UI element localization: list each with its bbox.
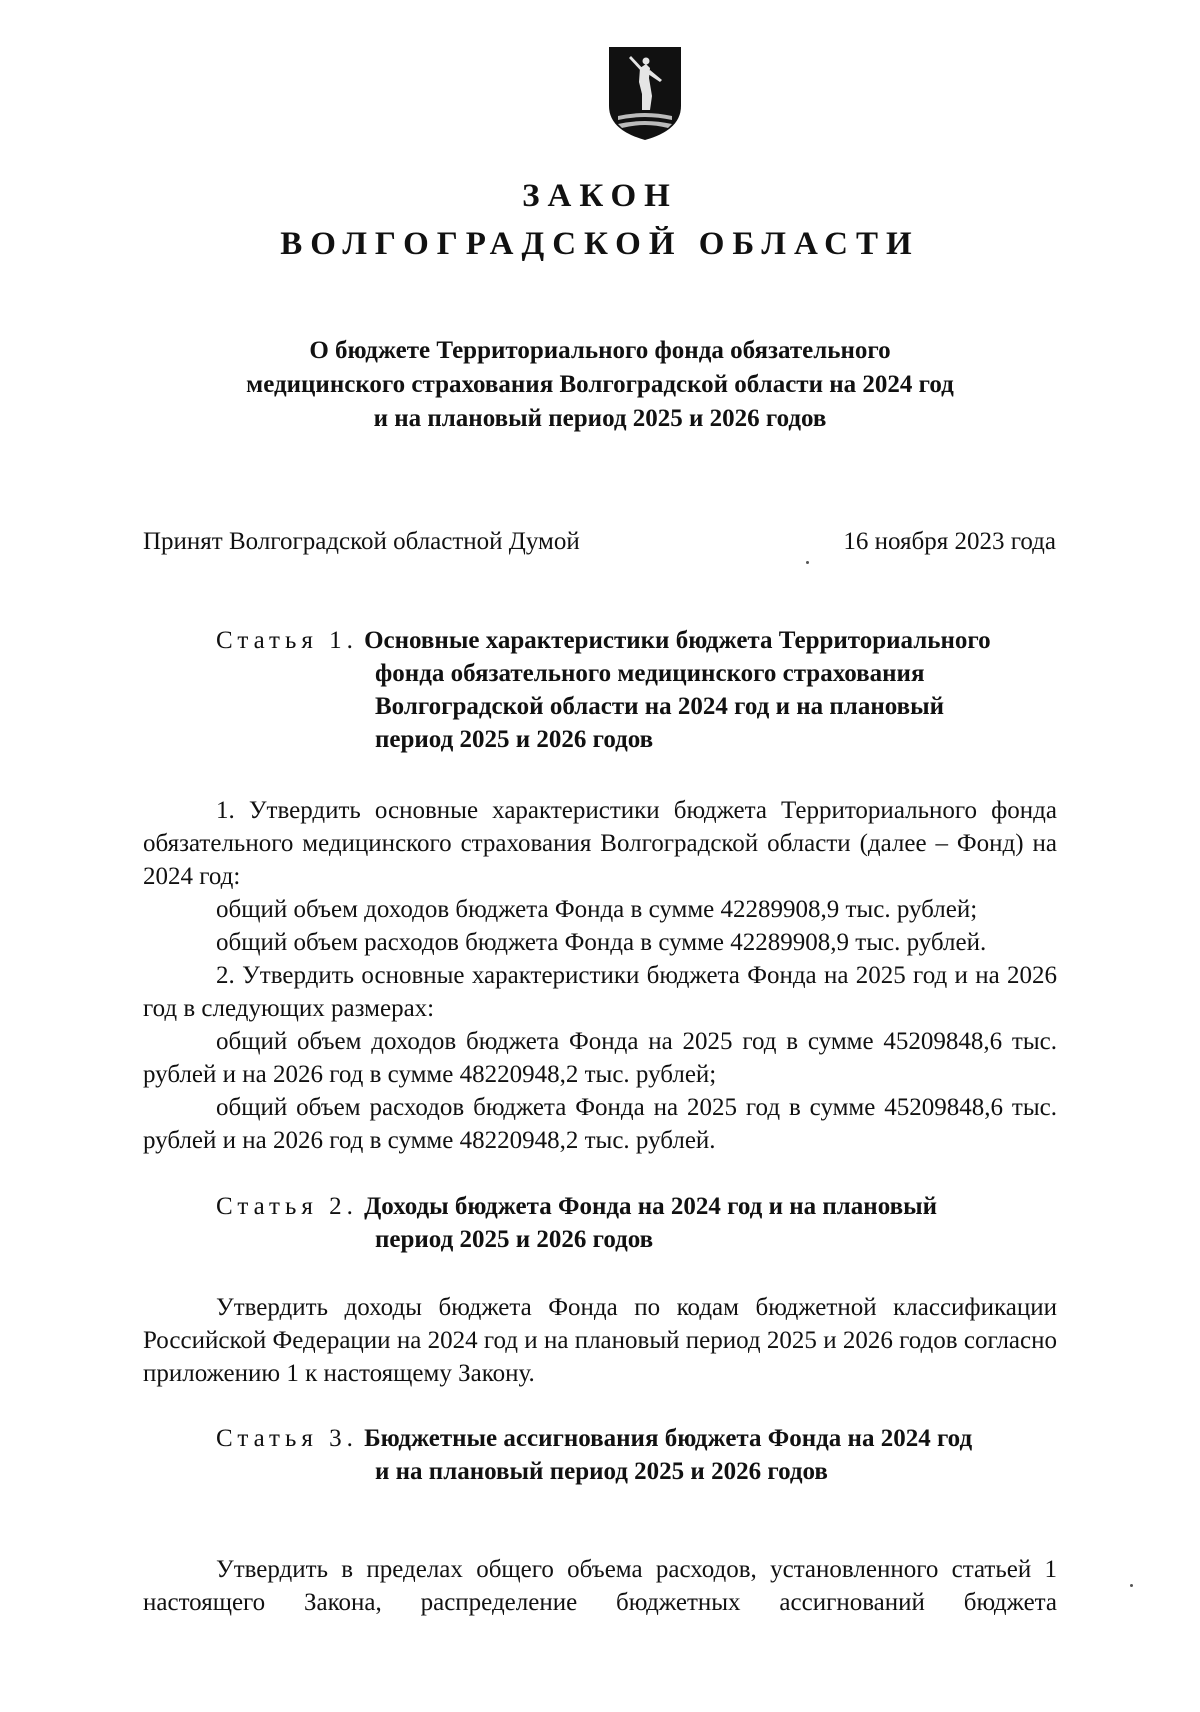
article-title-line: период 2025 и 2026 годов — [375, 726, 654, 753]
paragraph: общий объем доходов бюджета Фонда в сумме 42289908,9 тыс. рублей; — [216, 896, 978, 923]
paragraph: Утвердить доходы бюджета Фонда по кодам бюджетной классификации Российской Федерации на 2024 год и на плановый период 2025 и 2026 годов согласно приложению 1 к настоящему Закону. — [143, 1294, 1057, 1387]
paragraph: 1. Утвердить основные характеристики бюджета Территориального фонда обязательного медицинского страхования Волгоградской области (далее – Фонд) на 2024 год: — [143, 797, 1057, 890]
paragraph: 2. Утвердить основные характеристики бюджета Фонда на 2025 год и на 2026 год в следующих размерах: — [143, 962, 1057, 1022]
article-title-line: Доходы бюджета Фонда на 2024 год и на плановый — [364, 1193, 938, 1220]
scan-speck — [1130, 1584, 1133, 1587]
article-1-body — [143, 794, 1057, 1157]
paragraph: Утвердить в пределах общего объема расходов, установленного статьей 1 настоящего Закона, распределение бюджетных ассигнований бюджета — [143, 1556, 1057, 1616]
article-title-line: фонда обязательного медицинского страхования — [375, 660, 925, 687]
article-3-heading — [216, 1422, 973, 1485]
document-title-line: медицинского страхования Волгоградской области на 2024 год — [246, 371, 954, 398]
adoption-date: 16 ноября 2023 года — [843, 528, 1056, 555]
law-region: ВОЛГОГРАДСКОЙ ОБЛАСТИ — [280, 226, 920, 262]
law-title: ЗАКОН — [522, 178, 678, 214]
scan-speck — [806, 561, 809, 564]
article-title-line: Бюджетные ассигнования бюджета Фонда на 2024 год — [364, 1425, 973, 1452]
article-title-line: и на плановый период 2025 и 2026 годов — [375, 1458, 828, 1485]
volgograd-coat-of-arms-icon — [606, 44, 684, 142]
document-title-line: и на плановый период 2025 и 2026 годов — [373, 405, 827, 432]
article-label: Статья 2. — [216, 1193, 358, 1220]
article-1-heading — [216, 624, 991, 753]
adoption-line — [143, 528, 1056, 556]
paragraph: общий объем расходов бюджета Фонда на 2025 год в сумме 45209848,6 тыс. рублей и на 2026 год в сумме 48220948,2 тыс. рублей. — [143, 1094, 1057, 1154]
article-label: Статья 1. — [216, 627, 358, 654]
document-title — [0, 334, 1200, 436]
adopted-by: Принят Волгоградской областной Думой — [143, 528, 580, 555]
article-title-line: период 2025 и 2026 годов — [375, 1226, 654, 1253]
document-title-line: О бюджете Территориального фонда обязательного — [309, 337, 891, 364]
paragraph: общий объем доходов бюджета Фонда на 2025 год в сумме 45209848,6 тыс. рублей и на 2026 год в сумме 48220948,2 тыс. рублей; — [143, 1028, 1057, 1088]
article-label: Статья 3. — [216, 1425, 358, 1452]
article-2-body — [143, 1291, 1057, 1390]
article-2-heading — [216, 1190, 938, 1253]
article-title-line: Волгоградской области на 2024 год и на плановый — [375, 693, 945, 720]
paragraph: общий объем расходов бюджета Фонда в сумме 42289908,9 тыс. рублей. — [216, 929, 987, 956]
article-3-body — [143, 1553, 1057, 1619]
article-title-line: Основные характеристики бюджета Территориального — [364, 627, 991, 654]
